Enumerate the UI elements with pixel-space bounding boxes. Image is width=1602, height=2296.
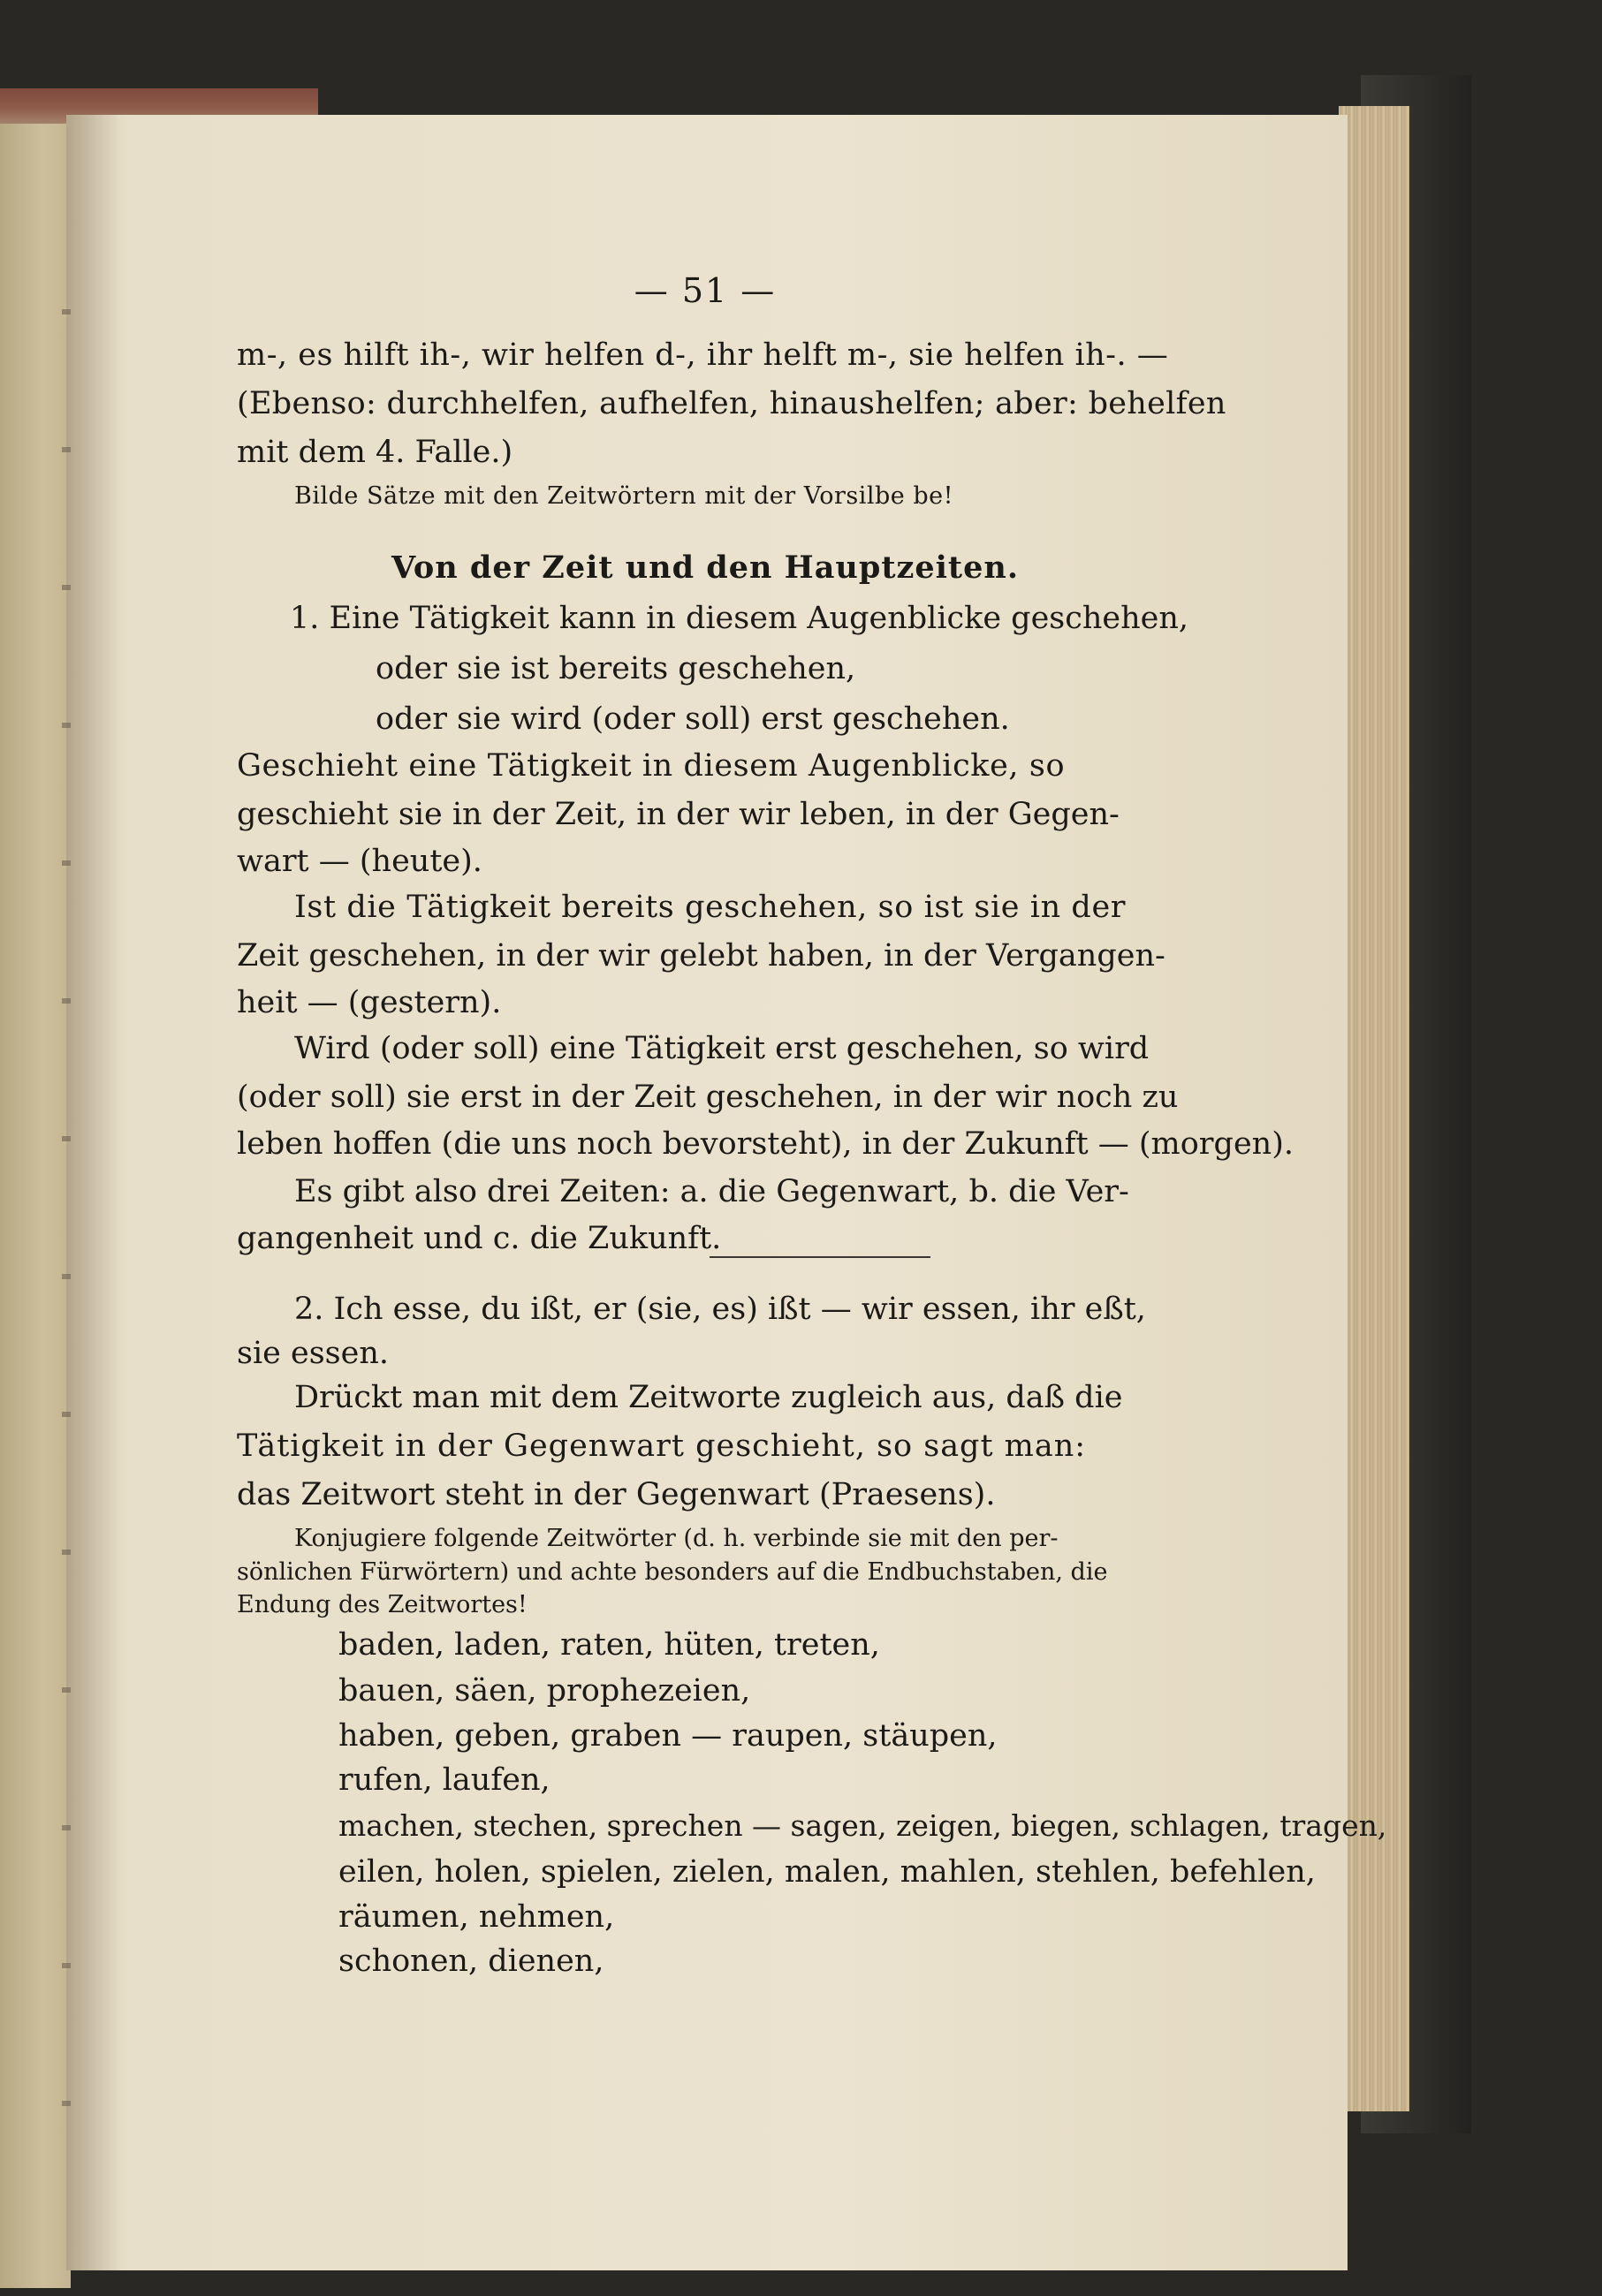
section-divider xyxy=(710,1256,930,1258)
verb-line-3: haben, geben, graben — raupen, stäupen, xyxy=(338,1718,998,1754)
verb-line-4: rufen, laufen, xyxy=(338,1762,550,1798)
page-number: — 51 — xyxy=(634,271,777,310)
text-line-13: Zeit geschehen, in der wir gelebt haben, in der Vergangen- xyxy=(237,938,1165,974)
text-line-23: Tätigkeit in der Gegenwart geschieht, so sagt man: xyxy=(237,1428,1087,1464)
exercise-line-2: Konjugiere folgende Zeitwörter (d. h. verbinde sie mit den per- xyxy=(294,1525,1059,1552)
sewing-holes xyxy=(62,177,71,2209)
text-line-16: (oder soll) sie erst in der Zeit geschehen, in der wir noch zu xyxy=(237,1080,1179,1115)
text-line-8: oder sie wird (oder soll) erst geschehen. xyxy=(376,701,1010,737)
text-line-1: m-, es hilft ih-, wir helfen d-, ihr helft m-, sie helfen ih-. — xyxy=(237,337,1169,373)
text-line-12: Ist die Tätigkeit bereits geschehen, so ist sie in der xyxy=(294,890,1127,925)
verb-line-8: schonen, dienen, xyxy=(338,1944,604,1979)
text-line-22: Drückt man mit dem Zeitworte zugleich aus, daß die xyxy=(294,1380,1123,1415)
verb-line-6: eilen, holen, spielen, zielen, malen, mahlen, stehlen, befehlen, xyxy=(338,1854,1316,1890)
verb-line-5: machen, stechen, sprechen — sagen, zeigen, biegen, schlagen, tragen, xyxy=(338,1808,1387,1843)
text-line-15: Wird (oder soll) eine Tätigkeit erst geschehen, so wird xyxy=(294,1031,1150,1066)
exercise-line-1: Bilde Sätze mit den Zeitwörtern mit der Vorsilbe be! xyxy=(294,482,953,510)
text-line-3: mit dem 4. Falle.) xyxy=(237,435,513,470)
text-line-24: das Zeitwort steht in der Gegenwart (Praesens). xyxy=(237,1477,996,1512)
text-line-21: sie essen. xyxy=(237,1336,390,1371)
text-line-20: 2. Ich esse, du ißt, er (sie, es) ißt — wir essen, ihr eßt, xyxy=(294,1292,1146,1327)
text-line-7: oder sie ist bereits geschehen, xyxy=(376,651,856,686)
text-line-10: geschieht sie in der Zeit, in der wir leben, in der Gegen- xyxy=(237,797,1120,832)
text-line-2: (Ebenso: durchhelfen, aufhelfen, hinaushelfen; aber: behelfen xyxy=(237,386,1226,421)
gutter-shadow xyxy=(66,115,119,2270)
section-heading: Von der Zeit und den Hauptzeiten. xyxy=(391,549,1019,586)
verb-line-1: baden, laden, raten, hüten, treten, xyxy=(338,1627,880,1663)
text-line-17: leben hoffen (die uns noch bevorsteht), in der Zukunft — (morgen). xyxy=(237,1126,1294,1162)
exercise-line-3: sönlichen Fürwörtern) und achte besonders auf die Endbuchstaben, die xyxy=(237,1558,1108,1586)
text-line-19: gangenheit und c. die Zukunft. xyxy=(237,1221,722,1256)
text-line-14: heit — (gestern). xyxy=(237,985,502,1020)
text-line-9: Geschieht eine Tätigkeit in diesem Augenblicke, so xyxy=(237,748,1066,784)
text-line-6: 1. Eine Tätigkeit kann in diesem Augenblicke geschehen, xyxy=(290,601,1189,636)
text-line-11: wart — (heute). xyxy=(237,844,482,879)
left-page-edge xyxy=(0,97,71,2288)
verb-line-7: räumen, nehmen, xyxy=(338,1899,615,1935)
exercise-line-4: Endung des Zeitwortes! xyxy=(237,1591,528,1618)
verb-line-2: bauen, säen, prophezeien, xyxy=(338,1673,751,1709)
text-line-18: Es gibt also drei Zeiten: a. die Gegenwart, b. die Ver- xyxy=(294,1174,1129,1209)
